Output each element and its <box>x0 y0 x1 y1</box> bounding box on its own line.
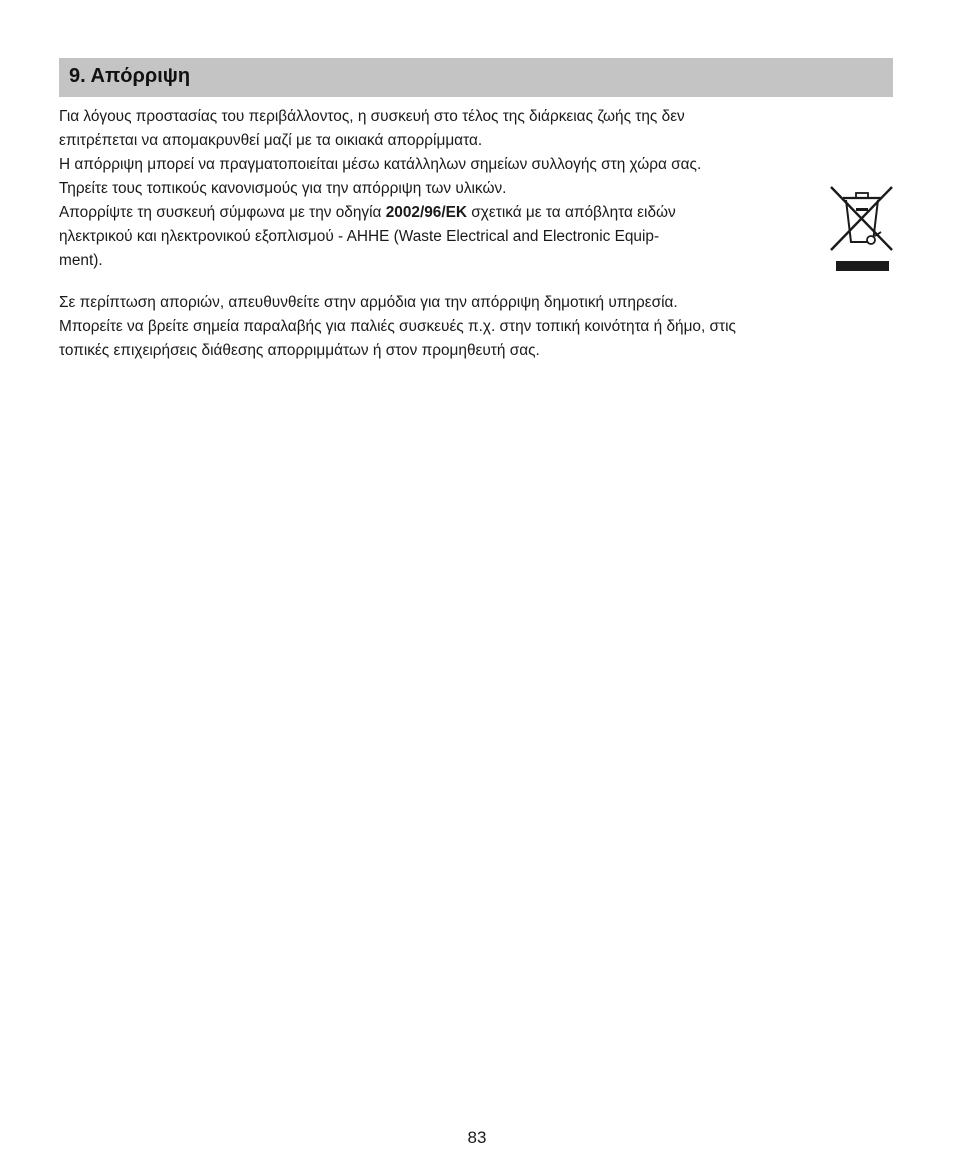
page-number: 83 <box>467 1128 487 1147</box>
paragraph-line: Για λόγους προστασίας του περιβάλλοντος, η συσκευή στο τέλος της διάρκειας ζωής της δεν <box>59 108 685 125</box>
paragraph-line: τοπικές επιχειρήσεις διάθεσης απορριμμάτων ή στον προμηθευτή σας. <box>59 342 540 359</box>
paragraph-line: Σε περίπτωση αποριών, απευθυνθείτε στην αρμόδια για την απόρριψη δημοτική υπηρεσία. <box>59 294 678 311</box>
directive-prefix: Απορρίψτε τη συσκευή σύμφωνα με την οδηγία <box>59 204 386 221</box>
paragraph-line: Η απόρριψη μπορεί να πραγματοποιείται μέσω κατάλληλων σημείων συλλογής στη χώρα σας. <box>59 156 702 173</box>
directive-number: 2002/96/EK <box>385 204 468 221</box>
paragraph-line: ment). <box>59 252 103 269</box>
directive-suffix: σχετικά με τα απόβλητα ειδών <box>467 204 676 221</box>
section-header-bar <box>59 58 893 97</box>
paragraph-line: Μπορείτε να βρείτε σημεία παραλαβής για παλιές συσκευές π.χ. στην τοπική κοινότητα ή δήμο, στις <box>59 318 736 335</box>
paragraph-line: επιτρέπεται να απομακρυνθεί μαζί με τα οικιακά απορρίμματα. <box>59 132 483 149</box>
crossed-out-wheelie-bin-icon <box>829 185 895 273</box>
section-title: 9. Απόρριψη <box>69 65 191 87</box>
paragraph-line: ηλεκτρικού και ηλεκτρονικού εξοπλισμού - ΑΗΗΕ (Waste Electrical and Electronic Equip- <box>59 228 660 245</box>
disposal-paragraph <box>59 105 834 273</box>
paragraph-line <box>59 201 834 225</box>
paragraph-line: Τηρείτε τους τοπικούς κανονισμούς για την απόρριψη των υλικών. <box>59 180 507 197</box>
contact-paragraph <box>59 291 899 363</box>
